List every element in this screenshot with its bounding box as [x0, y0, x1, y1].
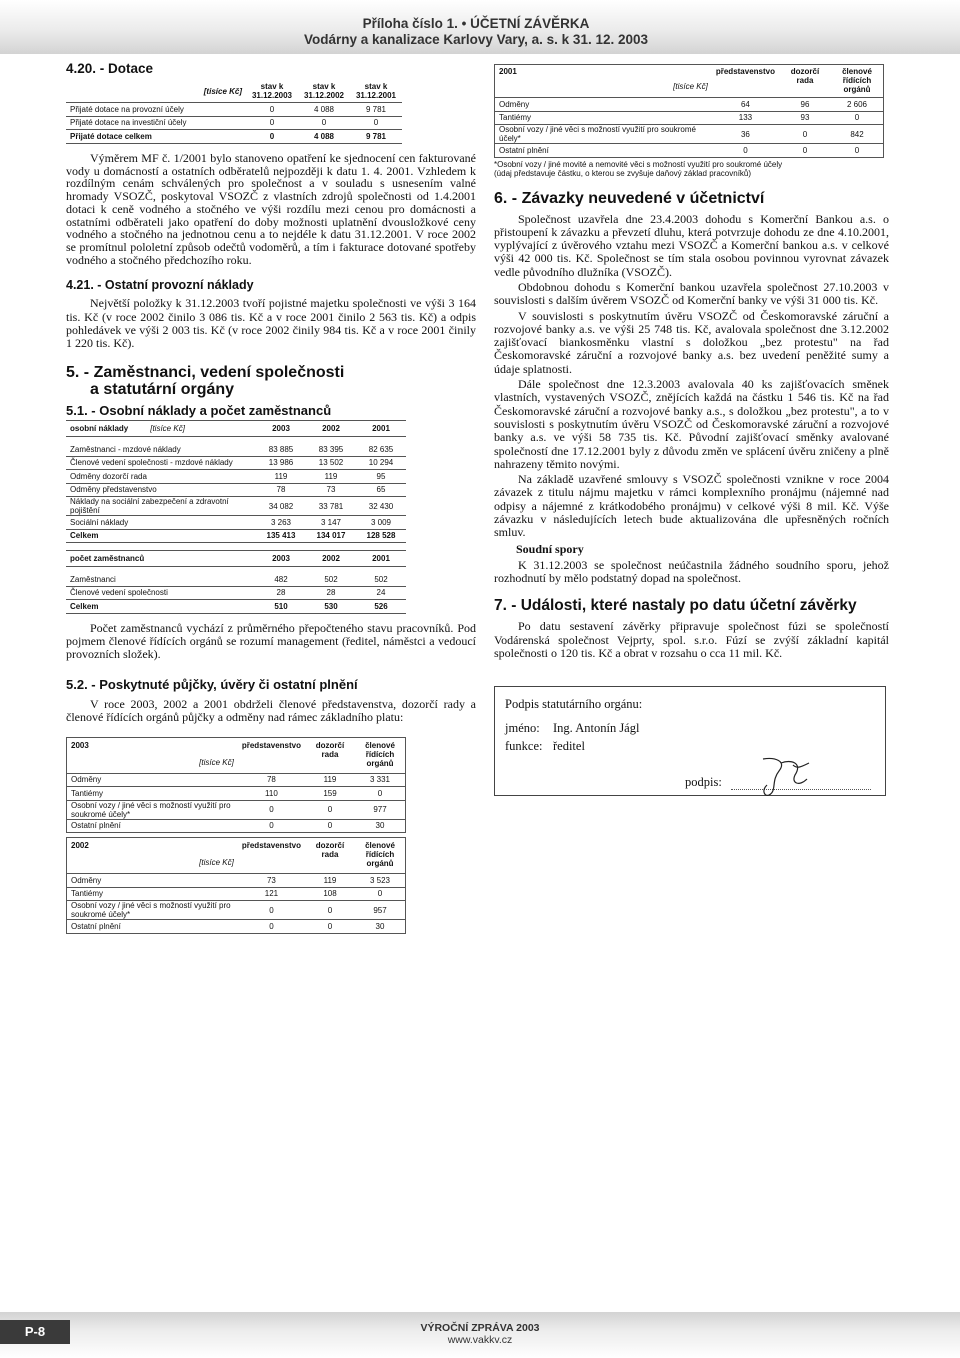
- count-col: 2001: [372, 554, 390, 564]
- cell: 135 413: [256, 529, 306, 543]
- cell: 0: [238, 920, 305, 934]
- footer-text: [400, 1322, 560, 1346]
- costs-col: 2001: [372, 424, 390, 434]
- row-label: Přijaté dotace na provozní účely: [66, 103, 246, 117]
- table-row: [66, 573, 406, 586]
- benefits-unit: [tisíce Kč]: [199, 757, 234, 767]
- cell: 73: [306, 483, 356, 497]
- row-label: Ostatní plnění: [495, 144, 712, 158]
- subsidy-paragraph: Výměrem MF č. 1/2001 bylo stanoveno opatření ke sjednocení cen fakturované vody u domácností a ostatních odběratelů nejpozději k datu 1. 4. 2001. Vzhledem k rozdílným cenám schválených pro společnost a v souladu s usnesením valné hromady VSOZČ, poskytoval VSOZČ z vlastních zdrojů společnosti od 1.4.2001 dotaci k ceně vodného a stočného ve výši rozdílu mezi cenou pro domácnosti a ostatními odběrateli jako opatření do doby možnosti uplatnění dvousložkové ceny vodného a stočného na jednotnou cenu a to nejdéle k datu 31.12.2001. V roce 2002 se promítnul pololetní způsob odečtů vodoměrů, a tím i fakturace dotované spotřeby vodného a stočného předchozího roku.: [66, 151, 476, 267]
- cell: 119: [305, 773, 355, 787]
- employee-count-table: [66, 550, 406, 614]
- cell: 0: [305, 920, 355, 934]
- subsidy-unit: [tisíce Kč]: [203, 86, 242, 96]
- cell: 159: [305, 787, 355, 801]
- table-row: [67, 920, 406, 934]
- cell: 0: [305, 819, 355, 833]
- cell: 119: [305, 874, 355, 888]
- table-row: [66, 116, 402, 130]
- lawsuits-subheading: Soudní spory: [516, 541, 584, 556]
- benefits-year: 2003: [71, 740, 89, 750]
- footnote-line2: (údaj představuje částku, o kterou se zvyšuje daňový základ pracovníků): [494, 168, 752, 178]
- cell: 0: [298, 116, 350, 130]
- table-row: [66, 456, 406, 470]
- section-5-1-title: 5.1. - Osobní náklady a počet zaměstnanců: [66, 403, 332, 419]
- benefits-2001-table: [494, 64, 884, 158]
- signature-box: [494, 686, 886, 796]
- row-label: Zaměstnanci: [70, 574, 116, 584]
- cell: 119: [256, 470, 306, 484]
- section-5-2-title: 5.2. - Poskytnuté půjčky, úvěry či ostatní plnění: [66, 676, 358, 692]
- row-label: Sociální náklady: [66, 516, 256, 530]
- subsidy-col: stav k 31.12.2002: [303, 82, 345, 100]
- table-row: [495, 125, 884, 144]
- signature-mark: [757, 755, 817, 799]
- benefits-col: členové řídících orgánů: [365, 740, 395, 768]
- cell: 0: [238, 819, 305, 833]
- loans-paragraph: V roce 2003, 2002 a 2001 obdrželi členové představenstva, dozorčí rady a členové řídících orgánů půjčky a odměny nad rámec základního platu:: [66, 696, 476, 725]
- personnel-costs-table: [66, 420, 406, 543]
- benefits-col: členové řídících orgánů: [842, 67, 872, 94]
- row-label: Osobní vozy / jiné věci s možností využití pro soukromé účely*: [67, 901, 238, 920]
- cell: 9 781: [350, 130, 402, 144]
- section-5-title-line1: 5. - Zaměstnanci, vedení společnosti: [66, 364, 345, 382]
- cell: 510: [256, 600, 306, 614]
- row-label: Odměny: [67, 773, 238, 787]
- cell: 64: [712, 98, 779, 112]
- benefits-col: dozorčí rada: [315, 740, 345, 759]
- cell: 83 885: [268, 444, 294, 454]
- other-costs-paragraph: Největší položky k 31.12.2003 tvoří pojistné majetku společnosti ve výši 3 164 tis. Kč (v roce 2002 činilo 3 086 tis. Kč a v roce 2001 činilo 2 563 tis. Kč) a odpis pohledávek ve výši 2 003 tis. Kč (v roce 2002 činily 984 tis. Kč a v roce 2001 činily 1 220 tis. Kč).: [66, 296, 476, 350]
- cell: 0: [238, 800, 305, 819]
- count-head: počet zaměstnanců: [70, 554, 145, 564]
- cell: 3 263: [256, 516, 306, 530]
- cell: 133: [712, 111, 779, 125]
- cell: 78: [256, 483, 306, 497]
- section-4-20-title: 4.20. - Dotace: [66, 61, 154, 76]
- row-label: Přijaté dotace na investiční účely: [66, 116, 246, 130]
- cell: 482: [274, 574, 288, 584]
- cell: 2 606: [831, 98, 884, 112]
- table-row: [66, 516, 406, 530]
- cell: 0: [246, 116, 298, 130]
- row-label: Ostatní plnění: [67, 819, 238, 833]
- row-label: Odměny: [67, 874, 238, 888]
- cell: 0: [355, 887, 406, 901]
- table-row: [67, 773, 406, 787]
- cell: 32 430: [356, 497, 406, 516]
- row-label: Odměny: [495, 98, 712, 112]
- cell: 96: [779, 98, 831, 112]
- cell: 4 088: [298, 130, 350, 144]
- cell: 128 528: [356, 529, 406, 543]
- cell: 0: [355, 787, 406, 801]
- table-row: [67, 874, 406, 888]
- cell: 108: [305, 887, 355, 901]
- row-label: Členové vedení společnosti - mzdové náklady: [66, 456, 256, 470]
- benefits-unit: [tisíce Kč]: [673, 82, 708, 91]
- benefits-footnote: [494, 160, 889, 178]
- row-label: Zaměstnanci - mzdové náklady: [70, 444, 181, 454]
- table-row: [66, 130, 402, 144]
- cell: 65: [356, 483, 406, 497]
- table-row: [67, 787, 406, 801]
- s6-paragraph-4: Dále společnost dne 12.3.2003 avalovala 40 ks zajišťovacích směnek vlastních, vystavených VSOZČ, znějících každá na částku 1 546 tis. Kč na řad Českomoravské záruční a rozvojové banky a.s., s doložkou „bez protestu", a to v souvislosti s poskytnutím úvěru VSOZČ od Českomoravské záruční a rozvojové banky a.s. ve výši 58 735 tis. Kč. Původní zajišťovací směnky avalované společností dne 17.12.2001 byly z důvodu změn ve splácení úvěru zničeny a plně nahrazeny těmito novými.: [494, 377, 889, 471]
- subsidy-col: stav k 31.12.2001: [355, 82, 397, 100]
- table-row: [66, 497, 406, 516]
- cell: 0: [305, 800, 355, 819]
- cell: 110: [238, 787, 305, 801]
- row-label: Tantiémy: [67, 787, 238, 801]
- benefits-col: dozorčí rada: [790, 67, 820, 85]
- sign-label: podpis:: [685, 775, 722, 789]
- costs-head: [66, 421, 256, 437]
- benefits-col: představenstvo: [715, 67, 775, 76]
- row-label: Ostatní plnění: [67, 920, 238, 934]
- cell: 3 009: [356, 516, 406, 530]
- row-label: Tantiémy: [495, 111, 712, 125]
- footer-line1: VÝROČNÍ ZPRÁVA 2003: [420, 1322, 540, 1334]
- benefits-year: 2002: [71, 841, 89, 851]
- cell: 9 781: [350, 103, 402, 117]
- costs-unit: [tisíce Kč]: [150, 424, 185, 434]
- cell: 502: [374, 574, 388, 584]
- row-label: Osobní vozy / jiné věci s možností využití pro soukromé účely*: [67, 800, 238, 819]
- signatory-function: ředitel: [553, 739, 585, 753]
- cell: 36: [712, 125, 779, 144]
- benefits-col: představenstvo: [241, 841, 301, 851]
- count-col: 2003: [272, 554, 290, 564]
- cell: 3 147: [306, 516, 356, 530]
- cell: 530: [306, 600, 356, 614]
- benefits-head: [67, 838, 238, 874]
- cell: 0: [712, 144, 779, 158]
- row-label: Osobní vozy / jiné věci s možností využití pro soukromé účely*: [495, 125, 712, 144]
- table-row: [67, 819, 406, 833]
- cell: 30: [355, 819, 406, 833]
- benefits-2002-table: [66, 837, 406, 934]
- table-row: [67, 901, 406, 920]
- benefits-2003-table: [66, 737, 406, 834]
- benefits-year: 2001: [499, 67, 517, 76]
- cell: 0: [779, 125, 831, 144]
- cell: 0: [305, 901, 355, 920]
- cell: 502: [324, 574, 338, 584]
- page-number: P-8: [0, 1320, 70, 1344]
- cell: 28: [256, 586, 306, 600]
- cell: 13 986: [256, 456, 306, 470]
- header-title: [304, 16, 648, 48]
- count-col: 2002: [322, 554, 340, 564]
- cell: 34 082: [256, 497, 306, 516]
- table-row: [66, 470, 406, 484]
- benefits-unit: [tisíce Kč]: [199, 858, 234, 868]
- cell: 10 294: [356, 456, 406, 470]
- table-row: [66, 586, 406, 600]
- cell: 73: [238, 874, 305, 888]
- s6-paragraph-3: V souvislosti s poskytnutím úvěru VSOZČ od Českomoravské záruční a rozvojové banky a.s. ve výši 25 748 tis. Kč, avalovala společnost dne 3.12.2002 zajišťovací biankosměnku vlastní s doložkou „bez protestu" na řad Českomoravské záruční a rozvojové banky a.s. bez uvedení peněžité sumy a údaje splatnosti.: [494, 308, 889, 376]
- cell: 134 017: [306, 529, 356, 543]
- table-row: [495, 111, 884, 125]
- right-column: [494, 64, 889, 660]
- table-row: [495, 98, 884, 112]
- footnote-line1: *Osobní vozy / jiné movité a nemovité věci s možností využití pro soukromé účely: [494, 159, 783, 169]
- cell: 0: [350, 116, 402, 130]
- row-label: Odměny dozorčí rada: [66, 470, 256, 484]
- table-row: [66, 600, 406, 614]
- cell: 24: [356, 586, 406, 600]
- signatory-name: Ing. Antonín Jágl: [553, 721, 640, 735]
- table-row: [66, 103, 402, 117]
- section-4-21-title: 4.21. - Ostatní provozní náklady: [66, 278, 254, 293]
- cell: 4 088: [298, 103, 350, 117]
- s7-paragraph: Po datu sestavení závěrky připravuje společnost fúzi se společností Vodárenská společnost Vejprty, spol. s.r.o. Fúzí se zvýší základní kapitál společnosti o 120 tis. Kč a obrat v rozsahu o cca 11 mil. Kč.: [494, 619, 889, 660]
- benefits-col: představenstvo: [241, 740, 301, 750]
- costs-head-label: osobní náklady: [70, 424, 129, 434]
- name-label: jméno:: [505, 721, 540, 735]
- row-label: Odměny představenstvo: [66, 483, 256, 497]
- table-row: [66, 529, 406, 543]
- row-label: Tantiémy: [67, 887, 238, 901]
- table-row: [67, 887, 406, 901]
- benefits-head: [495, 65, 712, 98]
- footer-link[interactable]: www.vakkv.cz: [447, 1334, 513, 1346]
- function-label: funkce:: [505, 739, 543, 753]
- cell: 842: [831, 125, 884, 144]
- benefits-head: [67, 737, 238, 773]
- cell: 119: [306, 470, 356, 484]
- section-5-title-line2: a statutární orgány: [90, 381, 235, 399]
- table-row: [495, 144, 884, 158]
- row-label: Celkem: [66, 529, 256, 543]
- cell: 0: [246, 130, 298, 144]
- cell: 0: [238, 901, 305, 920]
- section-7-title: 7. - Události, které nastaly po datu účetní závěrky: [494, 597, 857, 615]
- row-label: Členové vedení společnosti: [66, 586, 256, 600]
- header-line2: Vodárny a kanalizace Karlovy Vary, a. s. k 31. 12. 2003: [304, 32, 648, 47]
- cell: 82 635: [368, 444, 394, 454]
- left-column: [66, 60, 476, 934]
- cell: 3 331: [355, 773, 406, 787]
- signature-label: Podpis statutárního orgánu:: [505, 697, 643, 711]
- cell: 33 781: [306, 497, 356, 516]
- costs-col: 2003: [272, 424, 290, 434]
- cell: 83 395: [318, 444, 344, 454]
- subsidy-table: [66, 80, 402, 144]
- cell: 957: [355, 901, 406, 920]
- subsidy-col: stav k 31.12.2003: [251, 82, 293, 100]
- cell: 93: [779, 111, 831, 125]
- header-line1: Příloha číslo 1. • ÚČETNÍ ZÁVĚRKA: [362, 16, 590, 31]
- cell: 0: [831, 144, 884, 158]
- cell: 78: [238, 773, 305, 787]
- cell: 95: [356, 470, 406, 484]
- cell: 30: [355, 920, 406, 934]
- cell: 0: [779, 144, 831, 158]
- s6-paragraph-2: Obdobnou dohodu s Komerční bankou uzavřela společnost 27.10.2003 v souvislosti s dalším úvěrem VSOZČ od Komerční banky ve výši 31 000 tis. Kč.: [494, 279, 889, 308]
- cell: 0: [831, 111, 884, 125]
- cell: 3 523: [355, 874, 406, 888]
- section-6-title: 6. - Závazky neuvedené v účetnictví: [494, 189, 765, 207]
- cell: 13 502: [306, 456, 356, 470]
- table-row: [67, 800, 406, 819]
- cell: 0: [246, 103, 298, 117]
- benefits-col: členové řídících orgánů: [365, 841, 395, 869]
- section-5-title: [66, 364, 476, 398]
- table-row: [66, 483, 406, 497]
- cell: 526: [356, 600, 406, 614]
- table-row: [66, 443, 406, 456]
- row-label: Přijaté dotace celkem: [66, 130, 246, 144]
- employees-paragraph: Počet zaměstnanců vychází z průměrného přepočteného stavu pracovníků. Pod pojmem členové řídících orgánů se rozumí management (ředitel, náměstci a vedoucí provozních složek).: [66, 620, 476, 661]
- row-label: Celkem: [66, 600, 256, 614]
- cell: 121: [238, 887, 305, 901]
- row-label: Náklady na sociální zabezpečení a zdravotní pojištění: [66, 497, 256, 516]
- s6-paragraph-6: K 31.12.2003 se společnost neúčastnila žádného soudního sporu, jehož rozhodnutí by mělo podstatný dopad na společnost.: [494, 557, 889, 585]
- costs-col: 2002: [322, 424, 340, 434]
- s6-paragraph-1: Společnost uzavřela dne 23.4.2003 dohodu s Komerční Bankou a.s. o přistoupení k závazku a převzetí dluhu, která potvrzuje dohodu ze dne 4.10.2001, vyplývající z úvěrového vztahu mezi VSOZČ a Komerční bankou a.s. v celkové výši 42 000 tis. Kč. Společnost se tím stala osobou povinnou vyrovnat závazek vedle původního dlužníka (VSOZČ).: [494, 211, 889, 279]
- s6-paragraph-5: Na základě uzavřené smlouvy s VSOZČ společnosti vznikne v roce 2004 závazek z titulu nájmu majetku v rámci komplexního pronájmu (nájemné nad odpisy a nájemné z krátkodobého pronájmu) v celkové výši 8 mil. Kč. Výše závazku v následujících letech bude aktualizována dle upřesněných ročních smluv.: [494, 472, 889, 540]
- benefits-col: dozorčí rada: [315, 841, 345, 860]
- cell: 28: [306, 586, 356, 600]
- cell: 977: [355, 800, 406, 819]
